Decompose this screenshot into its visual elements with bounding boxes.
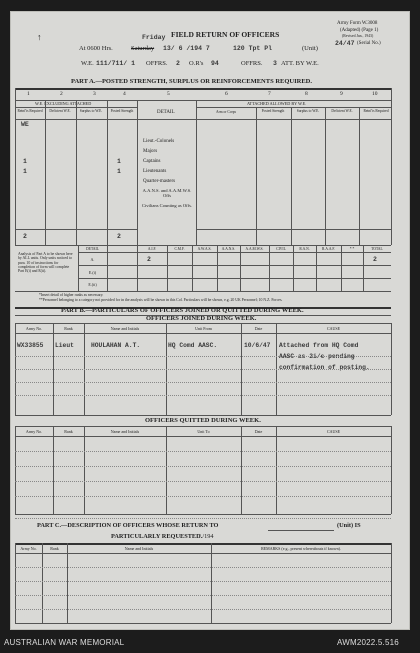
pencil-mark: ↑	[37, 32, 42, 42]
archive-footer	[0, 630, 420, 653]
offrs-value: 2	[176, 60, 180, 67]
rank-quartermasters: Quarter-masters	[143, 179, 176, 184]
part-c-unit-is: (Unit) IS	[337, 522, 361, 529]
we-label: W.E.	[81, 60, 94, 67]
joined-title: OFFICERS JOINED DURING WEEK.	[146, 315, 257, 322]
adapted-note: (Adapted) (Page 1)	[340, 28, 379, 33]
captains-reinfts: 1	[23, 158, 27, 165]
date-value: 13/ 6 /194 7	[163, 45, 210, 52]
part-a-heading: PART A.—POSTED STRENGTH, SURPLUS OR REINFORCEMENTS REQUIRED.	[71, 78, 312, 85]
unit-label: (Unit)	[302, 45, 318, 52]
revised-note: (Revised Jan., 1943)	[342, 34, 374, 38]
joined-army-no: WX33855	[17, 342, 44, 349]
army-form-number: Army Form W.3008	[337, 21, 378, 26]
ors-label: O.R's	[189, 60, 204, 67]
joined-date: 10/6/47	[244, 342, 271, 349]
analysis-note: Analysis of Part A to be shown here by ALL units. Only units noticed to para. 10 of instructions for completion of form will complete Part E(i) and E(ii).	[18, 252, 73, 274]
total-reinfts: 2	[23, 233, 27, 240]
column-numbers-row: 1 2 3 4 5 6 7 8 9 10	[27, 91, 378, 97]
joined-cause-2: AASC as 2i/c pending	[279, 353, 355, 360]
joined-rank: Lieut	[55, 342, 74, 349]
rank-majors: Majors	[143, 149, 158, 154]
part-b-heading: PART B.—PARTICULARS OF OFFICERS JOINED OR QUITTED DURING WEEK.	[61, 307, 304, 314]
serial-label: (Serial No.)	[357, 41, 381, 46]
att-label: ATT. BY W.E.	[281, 60, 319, 67]
note-other-personnel: **Personnel belonging to a category not provided for in the analysis will be shown in this Col. Particulars will be shown, e.g. 20 UK Personnel; 10 N.Z. Forces.	[39, 298, 283, 302]
analysis-total-a: 2	[373, 256, 377, 263]
joined-officer-row	[15, 340, 391, 371]
detail-header: DETAIL	[157, 110, 175, 115]
rank-lieut-colonels: Lieut.-Colonels	[143, 139, 175, 144]
quitted-title: OFFICERS QUITTED DURING WEEK.	[145, 417, 261, 424]
part-c-heading-2: PARTICULARLY REQUESTED.	[111, 533, 203, 540]
note-higher-ranks: *Insert detail of higher ranks as necessary.	[39, 293, 104, 297]
rank-aans: A.A.N.S. and A.A.M.W.S. Offs	[142, 188, 192, 198]
footer-accession-number: AWM2022.5.516	[337, 638, 399, 647]
analysis-aif-a: 2	[147, 256, 151, 263]
lieut-reinfts: 1	[23, 168, 27, 175]
lieut-posted: 1	[117, 168, 121, 175]
at-hours-label: At 0600 Hrs.	[79, 45, 113, 52]
joined-cause-1: Attached from HQ Comd	[279, 342, 359, 349]
form-title: FIELD RETURN OF OFFICERS	[171, 30, 280, 39]
ors-value: 94	[211, 60, 219, 67]
part-c-date-blank: / /194	[199, 533, 214, 540]
unit-value: 120 Tpt Pl	[233, 45, 273, 52]
day-typed: Friday	[142, 34, 166, 41]
joined-name: HOULAHAN A.T.	[91, 342, 141, 349]
day-printed: Saturday	[131, 45, 155, 52]
we-excluding-attached: W.E. EXCLUDING ATTACHED	[35, 101, 92, 106]
rank-lieutenants: Lieutenants	[143, 169, 167, 174]
captains-posted: 1	[117, 158, 121, 165]
rank-captains: Captains	[143, 159, 161, 164]
joined-unit-from: HQ Comd AASC.	[168, 342, 218, 349]
joined-cause-3: confirmation of posting.	[279, 364, 370, 371]
form-sheet: ↑ FIELD RETURN OF OFFICERS Army Form W.3008 (Adapted) (Page 1) (Revised Jan., 1943) 24/47 (Serial No.) Friday At 0600 Hrs. Saturday 13/ 6 /194 7 120 Tpt Pl (Unit) W.E. 111/711/ 1 OFFRS. 2 O.R's 94 OFFRS. 3 ATT. BY W.E. PART A.—POSTED STRENGTH, SURPLUS OR REINFORCEMENTS REQUIRED. 1 2 3 4 5 6 7 8 9 10 W.E. EXCLUDING ATTACHED ATTACHED ALLOWED BY W.E. DETAIL Reinf'ts Required Deficient W.E. Surplus to W.E. Posted Strength Arm or Corps Posted Strength Surplus to W.E. Deficient W.E. Reinf'ts Required WE Lieut.-Colonels Majors Captains Lieutenants Quarter-masters A.A.N.S. and A.A.M.W.S. Offs Civilians Counting as Offs. 1 1 1 1 2 2 Analysis of Part A to be shown here by ALL units. Only units noticed to para. 10 of instructions for completion of form will complete Part E(i) and E(ii). DETAIL A.I.F. C.M.F. A.W.A.S. A.A.N.S. A.A.M.W.S. CIVIL R.A.N. R.A.A.F. * * TOTAL A. E.(i) E.(ii) 2 2 *Insert detail of higher ranks as necessary. **Personnel belonging to a category not provided for in the analysis will be shown in this Col. Particulars will be shown, e.g. 20 UK Personnel; 10 N.Z. Forces. PART B.—PARTICULARS OF OFFICERS JOINED OR QUITTED DURING WEEK. OFFICERS JOINED DURING WEEK. Army No. Rank Name and Initials Unit From Date CAUSE WX33855 Lieut HOULAHAN A.T. HQ Comd AASC. 10/6/47 Attached from HQ Comd AASC as 2i/c pending confirmation of posting. OFFICERS QUITTED DURING WEEK. Army No. Rank Name and Initials Unit To Date CAUSE PART C.—DESCRIPTION OF OFFICERS WHOSE RETURN TO (Unit) IS PARTICULARLY REQUESTED. / /194 Army No. Rank Name and Initials REMARKS (e.g., present whereabouts if known).	[10, 11, 410, 630]
we-value: 111/711/ 1	[96, 60, 136, 67]
offrs2-label: OFFRS.	[241, 60, 263, 67]
part-c-heading-1: PART C.—DESCRIPTION OF OFFICERS WHOSE RETURN TO	[37, 522, 219, 529]
serial-value: 24/47	[335, 40, 355, 47]
total-posted: 2	[117, 233, 121, 240]
attached-allowed: ATTACHED ALLOWED BY W.E.	[247, 101, 307, 106]
footer-institution: AUSTRALIAN WAR MEMORIAL	[4, 638, 125, 647]
att-value: 3	[273, 60, 277, 67]
offrs-label: OFFRS.	[146, 60, 168, 67]
rank-civilians: Civilians Counting as Offs.	[141, 203, 193, 208]
we-mark: WE	[21, 121, 29, 128]
